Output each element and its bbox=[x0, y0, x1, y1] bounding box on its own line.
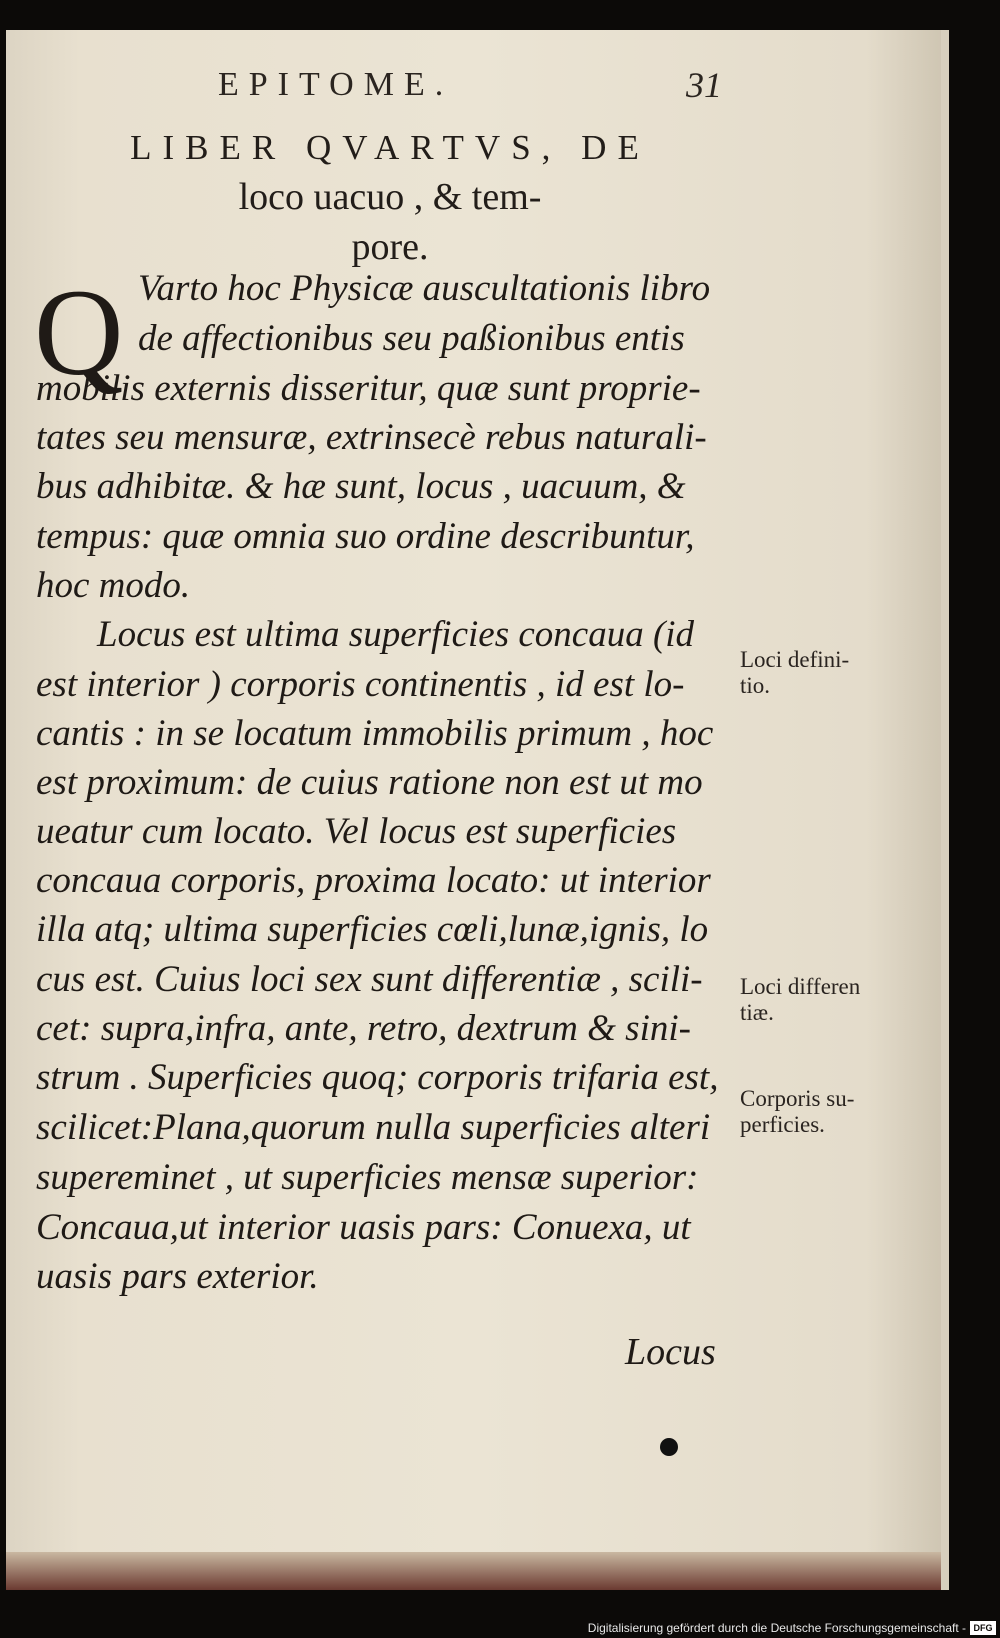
body-text-line: tempus: quæ omnia suo ordine describuntur, bbox=[36, 516, 695, 557]
dfg-logo: DFG bbox=[970, 1621, 996, 1635]
body-text-line: supereminet , ut superficies mensæ superior: bbox=[36, 1157, 699, 1198]
body-text-line: ueatur cum locato. Vel locus est superficies bbox=[36, 811, 677, 852]
body-text-line: cus est. Cuius loci sex sunt differentiæ , scili- bbox=[36, 959, 703, 1000]
margin-note bbox=[740, 974, 915, 1026]
body-text-line: bus adhibitæ. & hæ sunt, locus , uacuum, & bbox=[36, 466, 686, 507]
chapter-title-line: pore. bbox=[351, 226, 429, 268]
body-text-line: tates seu mensuræ, extrinsecè rebus naturali- bbox=[36, 417, 707, 458]
body-text-line: uasis pars exterior. bbox=[36, 1256, 319, 1297]
page-number: 31 bbox=[686, 65, 722, 105]
margin-note-line: Loci differen bbox=[740, 974, 861, 999]
body-text-line: illa atq; ultima superficies cœli,lunæ,ignis, lo bbox=[36, 909, 709, 950]
body-text-line: strum . Superficies quoq; corporis trifaria est, bbox=[36, 1057, 719, 1098]
chapter-title-line: loco uacuo , & tem- bbox=[238, 176, 542, 218]
margin-note-line: perficies. bbox=[740, 1112, 825, 1137]
body-text-line: est proximum: de cuius ratione non est ut mo bbox=[36, 762, 703, 803]
body-text-line: Concaua,ut interior uasis pars: Conuexa, ut bbox=[36, 1207, 691, 1248]
body-text-line: Locus est ultima superficies concaua (id bbox=[97, 614, 695, 655]
chapter-title-line: LIBER QVARTVS, DE bbox=[130, 128, 650, 167]
drop-cap-initial: Q bbox=[34, 264, 124, 401]
body-text-line: hoc modo. bbox=[36, 565, 191, 606]
page-bottom-edge bbox=[6, 1552, 941, 1590]
margin-note-line: tio. bbox=[740, 673, 771, 698]
ink-dot bbox=[660, 1438, 678, 1456]
margin-note-line: tiæ. bbox=[740, 1000, 774, 1025]
margin-note-line: Loci defini- bbox=[740, 647, 850, 672]
body-text-line: de affectionibus seu paßionibus entis bbox=[138, 318, 685, 359]
body-text-line: concaua corporis, proxima locato: ut interior bbox=[36, 860, 711, 901]
margin-note bbox=[740, 1086, 915, 1138]
body-text-line: Varto hoc Physicæ auscultationis libro bbox=[138, 268, 711, 309]
body-text-line: scilicet:Plana,quorum nulla superficies alteri bbox=[36, 1107, 711, 1148]
running-head: EPITOME. bbox=[218, 66, 454, 103]
body-text-line: cantis : in se locatum immobilis primum , hoc bbox=[36, 713, 714, 754]
body-text-line: mobilis externis disseritur, quæ sunt proprie- bbox=[36, 368, 701, 409]
margin-note-line: Corporis su- bbox=[740, 1086, 855, 1111]
catchword: Locus bbox=[625, 1331, 716, 1373]
footer-credit: Digitalisierung gefördert durch die Deutsche Forschungsgemeinschaft - bbox=[587, 1621, 966, 1635]
body-text-line: est interior ) corporis continentis , id est lo- bbox=[36, 664, 685, 705]
body-text-line: cet: supra,infra, ante, retro, dextrum & sini- bbox=[36, 1008, 691, 1049]
margin-note bbox=[740, 647, 915, 699]
